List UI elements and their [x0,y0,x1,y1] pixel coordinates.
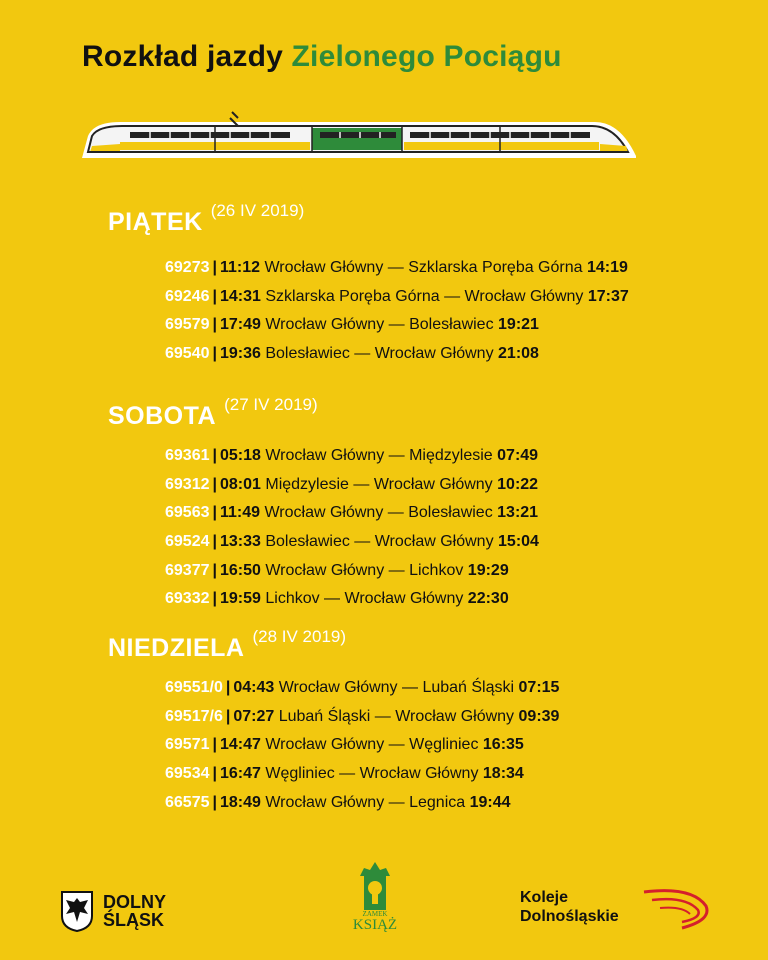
departure-time: 05:18 [219,447,261,464]
timetable-friday [165,254,629,369]
arrival-time: 14:19 [586,259,628,276]
route: Szklarska Poręba Górna — Wrocław Główny [265,287,584,305]
arrival-time: 19:44 [469,793,511,811]
departure-time: 18:49 [219,793,261,811]
train-number: 69551/0 [165,679,223,696]
train-row: 69534 | 16:47 Węgliniec — Wrocław Główny 18:34 [165,765,524,783]
route: Lubań Śląski — Wrocław Główny [278,707,515,725]
swoosh-icon [642,888,712,932]
logo-zk-line2: KSIĄŻ [352,917,398,932]
date-label: (26 IV 2019) [210,201,305,220]
arrival-time: 21:08 [498,345,539,363]
train-row: 69517/6 | 07:27 Lubań Śląski — Wrocław Główny 09:39 [165,707,560,725]
train-number: 69377 [165,561,210,579]
arrival-time: 19:21 [498,316,539,334]
train-row: 69540 | 19:36 Bolesławiec — Wrocław Główny 21:08 [165,345,539,363]
departure-time: 14:47 [219,736,261,754]
section-header-saturday [108,395,318,431]
day-label: NIEDZIELA [108,634,245,662]
logo-dolny-slask [60,890,166,932]
departure-time: 07:27 [233,707,275,725]
arrival-time: 09:39 [518,707,560,725]
train-row: 69579 | 17:49 Wrocław Główny — Bolesławiec 19:21 [165,316,539,334]
section-header-friday [108,201,305,237]
route: Wrocław Główny — Legnica [265,793,466,811]
day-label: PIĄTEK [108,208,203,236]
train-number: 66575 [165,793,210,811]
train-number: 69540 [165,345,210,363]
train-number: 69517/6 [165,707,223,725]
train-number: 69312 [165,475,210,493]
train-number: 69273 [165,259,210,276]
train-row: 69524 | 13:33 Bolesławiec — Wrocław Główny 15:04 [165,533,539,551]
train-row: 69377 | 16:50 Wrocław Główny — Lichkov 19:29 [165,561,509,579]
departure-time: 19:59 [219,590,261,608]
arrival-time: 07:15 [518,679,560,696]
train-row: 69332 | 19:59 Lichkov — Wrocław Główny 22:30 [165,590,509,608]
route: Międzylesie — Wrocław Główny [265,475,493,493]
logo-ds-line1: DOLNY [103,892,166,912]
train-number: 69563 [165,504,210,522]
train-number: 69246 [165,287,210,305]
logo-zk-line1: ZAMEK [362,910,388,918]
train-row: 69571 | 14:47 Wrocław Główny — Węgliniec 16:35 [165,736,524,754]
train-number: 69579 [165,316,210,334]
departure-time: 11:12 [219,259,261,276]
arrival-time: 15:04 [498,533,539,551]
departure-time: 04:43 [233,679,275,696]
train-number: 69332 [165,590,210,608]
train-row: 69273 | 11:12 Wrocław Główny — Szklarska Poręba Górna 14:19 [165,259,628,276]
timetable-saturday [165,442,539,614]
route: Bolesławiec — Wrocław Główny [265,533,494,551]
departure-time: 19:36 [219,345,261,363]
arrival-time: 17:37 [587,287,629,305]
section-header-sunday [108,627,347,663]
route: Węgliniec — Wrocław Główny [265,765,479,783]
title-part-1: Rozkład jazdy [82,40,283,73]
train-number: 69361 [165,447,210,464]
arrival-time: 10:22 [497,475,539,493]
logo-kd-line1: Koleje [520,889,569,906]
arrival-time: 16:35 [482,736,524,754]
day-label: SOBOTA [108,402,217,430]
departure-time: 11:49 [219,504,261,522]
departure-time: 16:50 [219,561,261,579]
logo-kd-line2: Dolnośląskie [520,908,619,925]
date-label: (28 IV 2019) [252,627,347,646]
route: Wrocław Główny — Lubań Śląski [278,679,515,696]
route: Wrocław Główny — Lichkov [265,561,464,579]
arrival-time: 07:49 [497,447,539,464]
train-row: 69246 | 14:31 Szklarska Poręba Górna — Wrocław Główny 17:37 [165,287,629,305]
arrival-time: 22:30 [467,590,509,608]
route: Wrocław Główny — Międzylesie [265,447,493,464]
departure-time: 08:01 [219,475,261,493]
castle-tower-icon [340,858,410,932]
route: Wrocław Główny — Bolesławiec [265,316,494,334]
route: Wrocław Główny — Szklarska Poręba Górna [264,259,583,276]
title-part-2: Zielonego Pociągu [291,40,562,73]
timetable-sunday [165,674,559,817]
train-number: 69534 [165,765,210,783]
departure-time: 13:33 [219,533,261,551]
logo-zamek-ksiaz [340,858,410,937]
train-row: 69551/0 | 04:43 Wrocław Główny — Lubań Śląski 07:15 [165,679,560,696]
route: Bolesławiec — Wrocław Główny [265,345,494,363]
train-row: 69361 | 05:18 Wrocław Główny — Międzylesie 07:49 [165,447,539,464]
eagle-crest-icon [60,890,94,932]
train-row: 69312 | 08:01 Międzylesie — Wrocław Główny 10:22 [165,475,539,493]
arrival-time: 18:34 [482,765,524,783]
train-row: 66575 | 18:49 Wrocław Główny — Legnica 19:44 [165,793,511,811]
departure-time: 14:31 [219,287,261,305]
arrival-time: 13:21 [497,504,539,522]
arrival-time: 19:29 [467,561,509,579]
page-title [82,40,562,74]
date-label: (27 IV 2019) [224,395,318,414]
train-number: 69524 [165,533,210,551]
logo-ds-line2: ŚLĄSK [103,910,165,930]
route: Lichkov — Wrocław Główny [265,590,464,608]
route: Wrocław Główny — Węgliniec [265,736,479,754]
departure-time: 16:47 [219,765,261,783]
departure-time: 17:49 [219,316,261,334]
train-illustration [80,108,640,164]
route: Wrocław Główny — Bolesławiec [264,504,493,522]
logo-koleje-dolnoslaskie [520,888,619,926]
train-row: 69563 | 11:49 Wrocław Główny — Bolesławiec 13:21 [165,504,539,522]
train-number: 69571 [165,736,210,754]
